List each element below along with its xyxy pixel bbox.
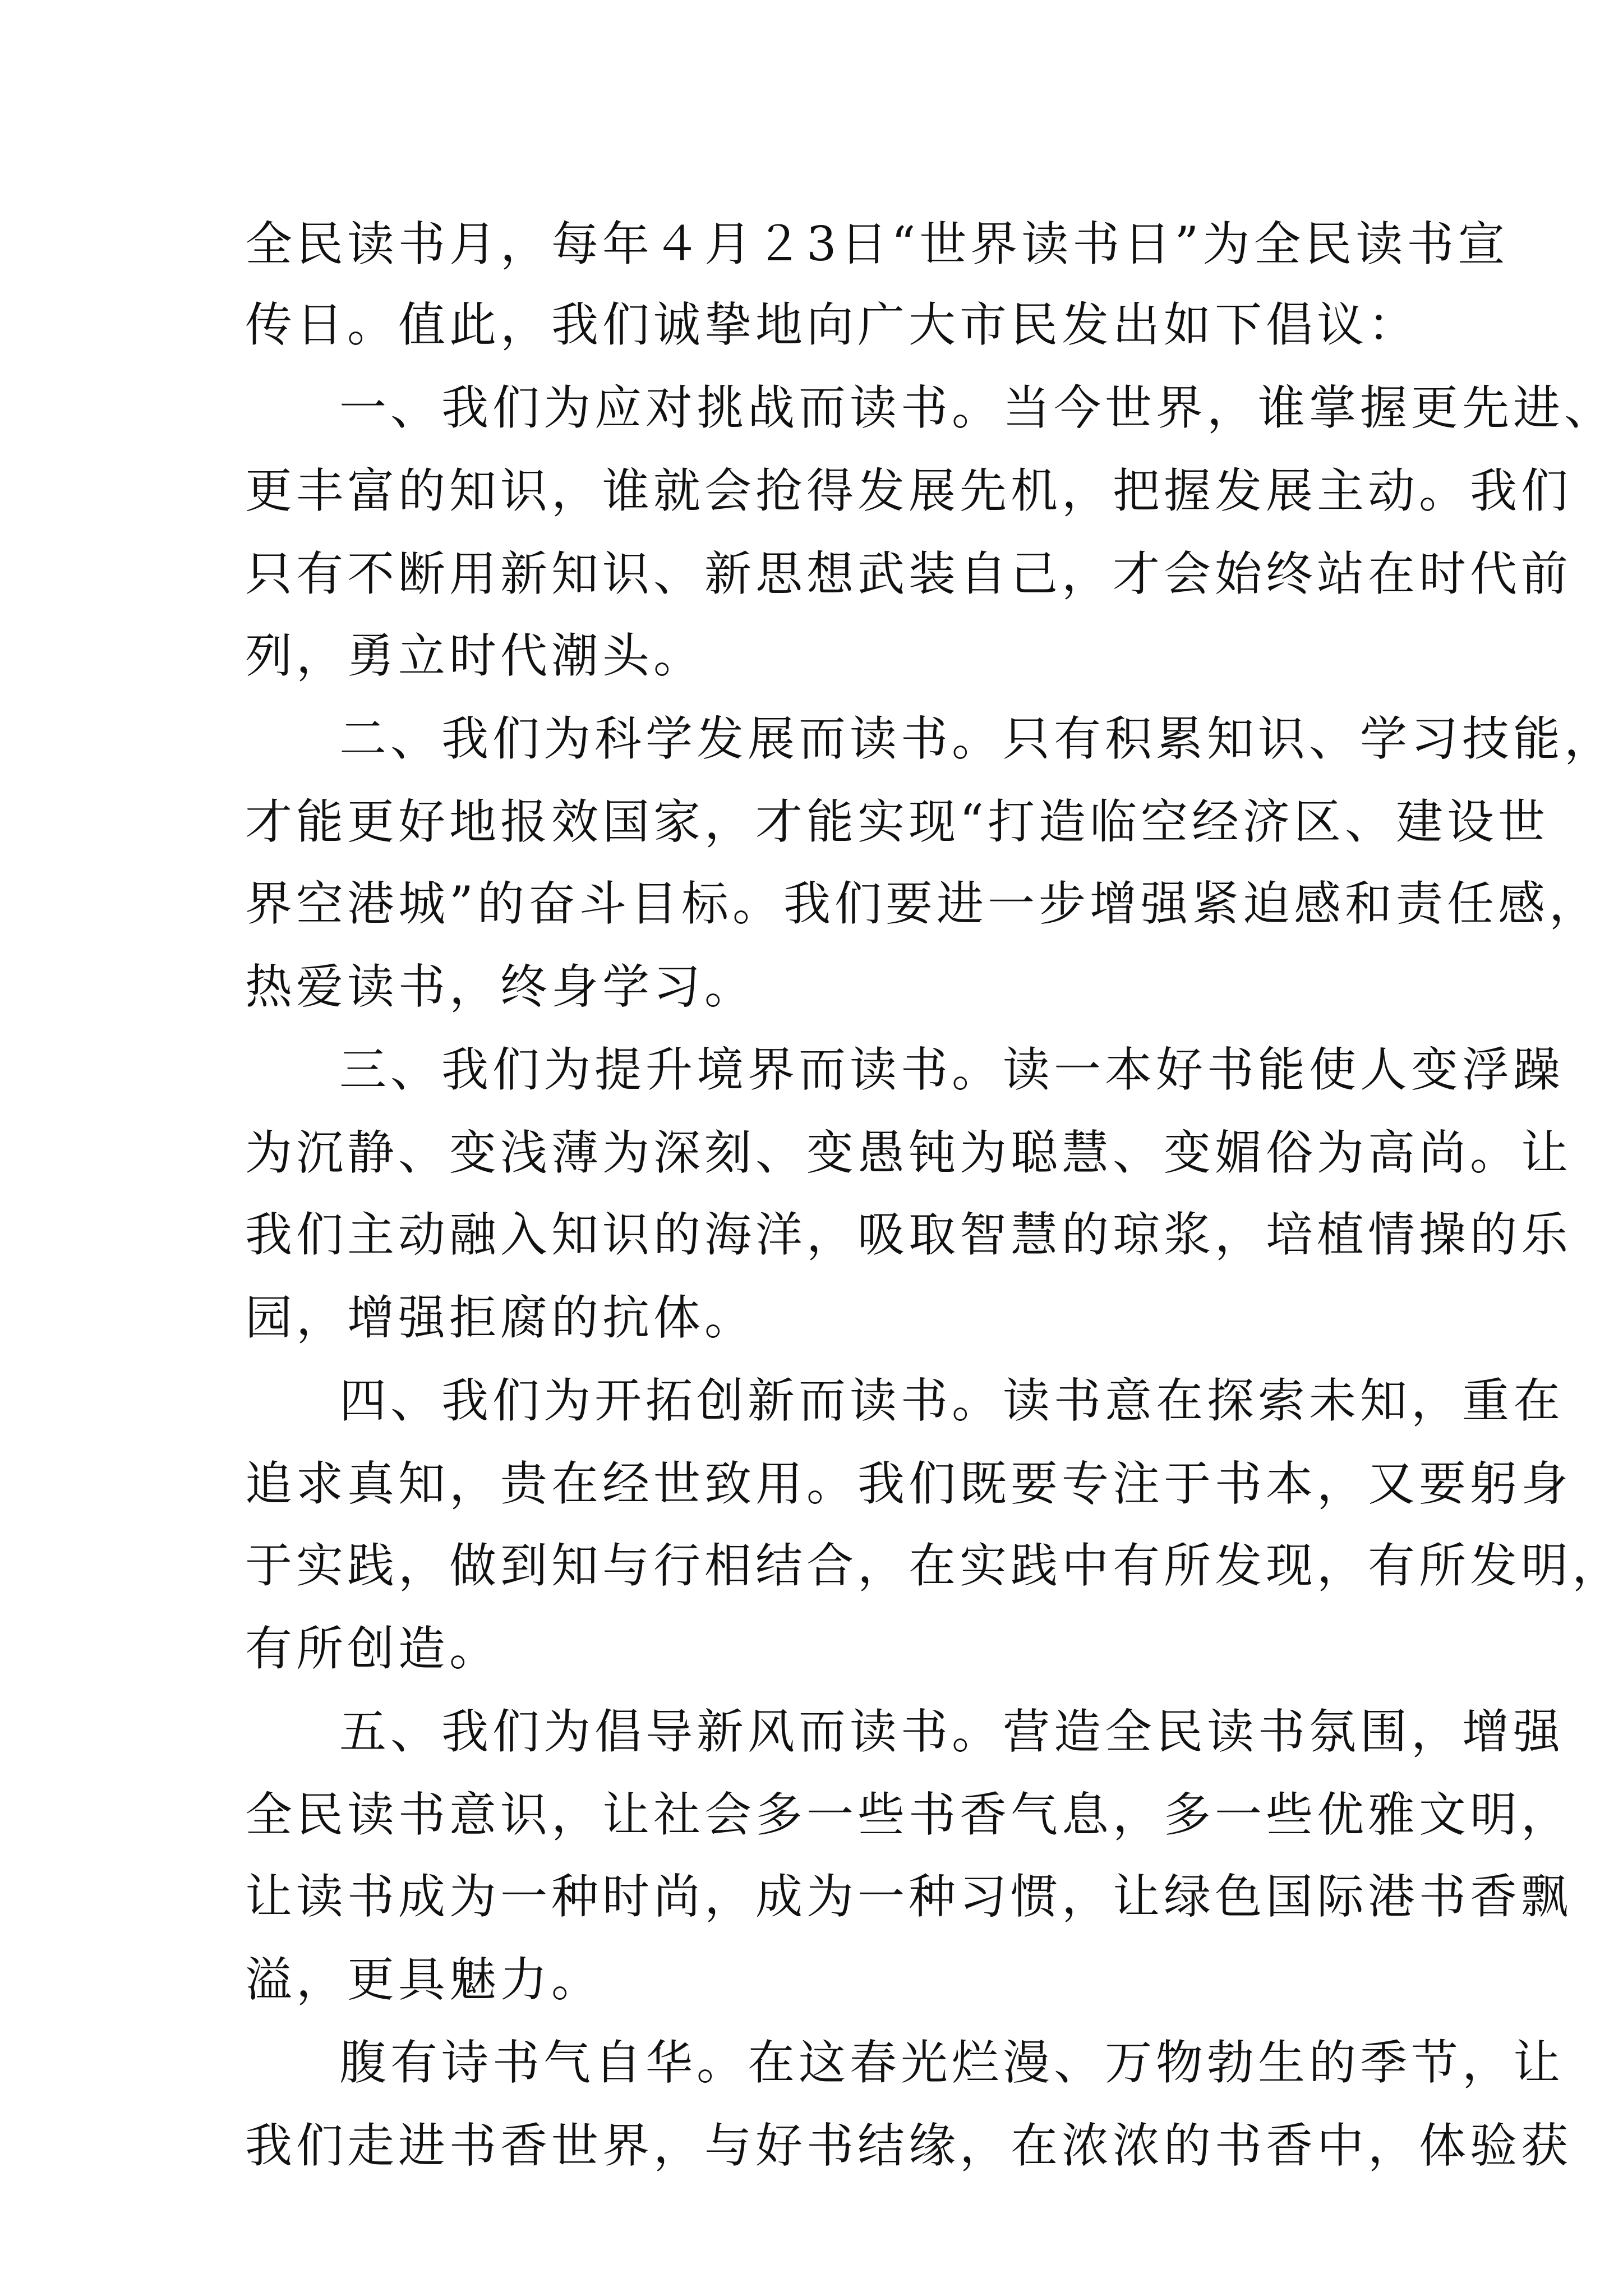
- text-line: 全民读书意识，让社会多一些书香气息，多一些优雅文明，: [245, 1787, 1573, 1842]
- text-line: 有所创造。: [245, 1621, 501, 1676]
- text-line: 只有不断用新知识、新思想武装自己，才会始终站在时代前: [245, 546, 1573, 601]
- text-line: 四、我们为开拓创新而读书。读书意在探索未知，重在: [339, 1373, 1565, 1428]
- text-line: 列，勇立时代潮头。: [245, 628, 705, 683]
- text-line: 追求真知，贵在经世致用。我们既要专注于书本，又要躬身: [245, 1456, 1573, 1511]
- text-line: 五、我们为倡导新风而读书。营造全民读书氛围，增强: [339, 1704, 1565, 1759]
- text-line: 我们主动融入知识的海洋，吸取智慧的琼浆，培植情操的乐: [245, 1207, 1573, 1262]
- text-line: 全民读书月，每年４月２3日“世界读书日”为全民读书宣: [245, 217, 1509, 272]
- text-line: 一、我们为应对挑战而读书。当今世界，谁掌握更先进、: [339, 380, 1616, 435]
- text-line: 三、我们为提升境界而读书。读一本好书能使人变浮躁: [339, 1042, 1565, 1097]
- text-line: 传日。值此，我们诚挚地向广大市民发出如下倡议：: [245, 297, 1419, 352]
- text-line: 热爱读书，终身学习。: [245, 959, 756, 1014]
- text-line: 才能更好地报效国家，才能实现“打造临空经济区、建设世: [245, 794, 1549, 849]
- text-line: 界空港城”的奋斗目标。我们要进一步增强紧迫感和责任感，: [245, 876, 1600, 931]
- text-line: 为沉静、变浅薄为深刻、变愚钝为聪慧、变媚俗为高尚。让: [245, 1125, 1573, 1180]
- text-line: 二、我们为科学发展而读书。只有积累知识、学习技能，: [339, 711, 1616, 766]
- text-line: 我们走进书香世界，与好书结缘，在浓浓的书香中，体验获: [245, 2118, 1573, 2173]
- text-line: 溢，更具魅力。: [245, 1952, 603, 2007]
- text-line: 园，增强拒腐的抗体。: [245, 1290, 756, 1345]
- text-line: 腹有诗书气自华。在这春光烂漫、万物勃生的季节，让: [339, 2035, 1565, 2090]
- text-line: 于实践，做到知与行相结合，在实践中有所发现，有所发明，: [245, 1538, 1623, 1593]
- text-line: 让读书成为一种时尚，成为一种习惯，让绿色国际港书香飘: [245, 1869, 1573, 1924]
- text-line: 更丰富的知识，谁就会抢得发展先机，把握发展主动。我们: [245, 463, 1573, 518]
